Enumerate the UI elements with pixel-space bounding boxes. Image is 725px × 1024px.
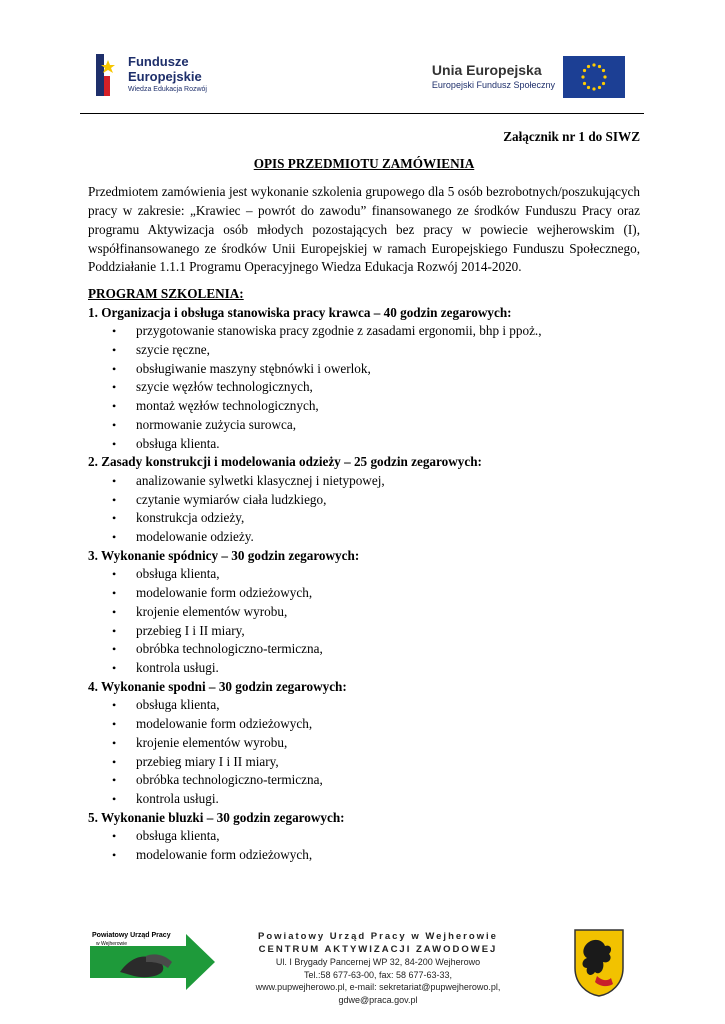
list-item: • przebieg miary I i II miary, xyxy=(88,753,640,772)
ue-logo-line1: Unia Europejska xyxy=(431,62,542,78)
section-title: 4. Wykonanie spodni – 30 godzin zegarowych: xyxy=(88,678,347,694)
document-title: OPIS PRZEDMIOTU ZAMÓWIENIA xyxy=(253,155,475,171)
pup-logo-name: Powiatowy Urząd Pracy xyxy=(92,932,171,939)
section-3 xyxy=(88,547,640,678)
fe-logo-line1: Fundusze xyxy=(128,54,189,69)
fe-logo-line2: Europejskie xyxy=(128,69,202,84)
footer-office-name: Powiatowy Urząd Pracy w Wejherowie xyxy=(258,931,498,942)
section-2 xyxy=(88,453,640,547)
footer-contact xyxy=(230,930,526,1006)
section-4 xyxy=(88,678,640,809)
fundusze-europejskie-logo xyxy=(96,52,236,102)
list-item: • montaż węzłów technologicznych, xyxy=(88,397,640,416)
list-item: • przebieg I i II miary, xyxy=(88,622,640,641)
list-item: • szycie węzłów technologicznych, xyxy=(88,378,640,397)
page-footer xyxy=(0,920,725,1024)
list-item: • analizowanie sylwetki klasycznej i nietypowej, xyxy=(88,472,640,491)
list-item: • modelowanie form odzieżowych, xyxy=(88,584,640,603)
header-divider xyxy=(80,113,644,114)
list-item: • obsługa klienta, xyxy=(88,827,640,846)
list-item: • obróbka technologiczno-termiczna, xyxy=(88,640,640,659)
footer-center-name: CENTRUM AKTYWIZACJI ZAWODOWEJ xyxy=(258,944,498,955)
list-item: • obsługa klienta, xyxy=(88,696,640,715)
pup-logo xyxy=(90,932,215,990)
list-item: • krojenie elementów wyrobu, xyxy=(88,734,640,753)
eu-flag-icon xyxy=(563,56,625,98)
footer-email-2: gdwe@praca.gov.pl xyxy=(338,994,418,1005)
list-item: • modelowanie form odzieżowych, xyxy=(88,846,640,865)
annex-label: Załącznik nr 1 do SIWZ xyxy=(503,129,640,144)
list-item: • obsługiwanie maszyny stębnówki i owerlok, xyxy=(88,360,640,379)
list-item: • konstrukcja odzieży, xyxy=(88,509,640,528)
list-item: • obsługa klienta, xyxy=(88,565,640,584)
section-title: 2. Zasady konstrukcji i modelowania odzieży – 25 godzin zegarowych: xyxy=(88,454,482,470)
section-title: 1. Organizacja i obsługa stanowiska pracy krawca – 40 godzin zegarowych: xyxy=(88,304,512,320)
section-5 xyxy=(88,809,640,865)
list-item: • krojenie elementów wyrobu, xyxy=(88,603,640,622)
ue-logo-line2: Europejski Fundusz Społeczny xyxy=(431,80,555,90)
program-heading: PROGRAM SZKOLENIA: xyxy=(88,285,244,301)
intro-paragraph: Przedmiotem zamówienia jest wykonanie szkolenia grupowego dla 5 osób bezrobotnych/poszukujących pracy w zakresie: „Krawiec – powrót do zawodu” finansowanego ze środków Funduszu Pracy oraz programu Aktywizacja osób młodych pozostających bez pracy w powiecie wejherowskim (I), współfinansowanego ze środków Unii Europejskiej w ramach Europejskiego Funduszu Społecznego, Poddziałanie 1.1.1 Programu Operacyjnego Wiedza Edukacja Rozwój 2014-2020. xyxy=(88,184,640,275)
list-item: • modelowanie odzieży. xyxy=(88,528,640,547)
list-item: • kontrola usługi. xyxy=(88,659,640,678)
list-item: • obróbka technologiczno-termiczna, xyxy=(88,771,640,790)
handshake-arrow-icon xyxy=(90,932,215,990)
list-item: • przygotowanie stanowiska pracy zgodnie z zasadami ergonomii, bhp i ppoż., xyxy=(88,322,640,341)
document-body xyxy=(88,128,640,865)
unia-europejska-logo xyxy=(365,56,625,100)
footer-phone: Tel.:58 677-63-00, fax: 58 677-63-33, xyxy=(303,969,453,980)
pup-logo-city: w Wejherowie xyxy=(96,941,128,947)
section-title: 3. Wykonanie spódnicy – 30 godzin zegarowych: xyxy=(88,547,360,563)
footer-web-email: www.pupwejherowo.pl, e-mail: sekretariat@pupwejherowo.pl, xyxy=(255,982,501,992)
fe-logo-line3: Wiedza Edukacja Rozwój xyxy=(128,86,207,93)
section-title: 5. Wykonanie bluzki – 30 godzin zegarowych: xyxy=(88,809,345,825)
list-item: • czytanie wymiarów ciała ludzkiego, xyxy=(88,491,640,510)
list-item: • kontrola usługi. xyxy=(88,790,640,809)
footer-address: Ul. I Brygady Pancernej WP 32, 84-200 Wejherowo xyxy=(275,957,481,967)
section-1 xyxy=(88,304,640,454)
list-item: • szycie ręczne, xyxy=(88,341,640,360)
list-item: • obsługa klienta. xyxy=(88,435,640,454)
list-item: • normowanie zużycia surowca, xyxy=(88,416,640,435)
coat-of-arms-icon xyxy=(573,928,625,998)
page-header xyxy=(0,0,725,115)
list-item: • modelowanie form odzieżowych, xyxy=(88,715,640,734)
fe-star-icon xyxy=(96,54,120,96)
